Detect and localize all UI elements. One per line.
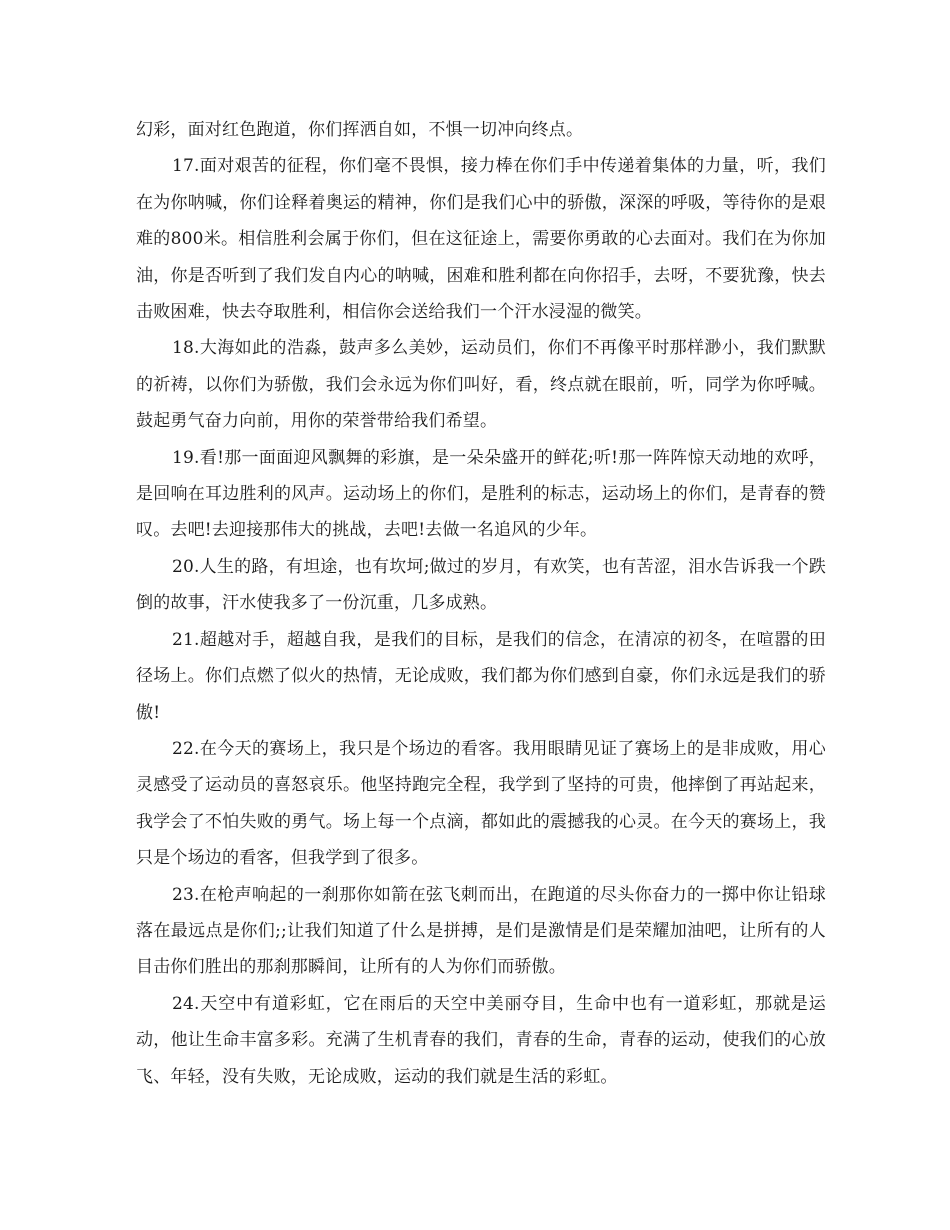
paragraph-20: 20.人生的路，有坦途，也有坎坷;做过的岁月，有欢笑，也有苦涩，泪水告诉我一个跌倒的故事，汗水使我多了一份沉重，几多成熟。 [136, 556, 826, 614]
paragraph-18: 18.大海如此的浩淼，鼓声多么美妙，运动员们，你们不再像平时那样渺小，我们默默的祈祷，以你们为骄傲，我们会永远为你们叫好，看，终点就在眼前，听，同学为你呼喊。鼓起勇气奋力向前，用你的荣誉带给我们希望。 [136, 338, 826, 432]
paragraph-22: 22.在今天的赛场上，我只是个场边的看客。我用眼睛见证了赛场上的是非成败，用心灵感受了运动员的喜怒哀乐。他坚持跑完全程，我学到了坚持的可贵，他摔倒了再站起来，我学会了不怕失败的勇气。场上每一个点滴，都如此的震撼我的心灵。在今天的赛场上，我只是个场边的看客，但我学到了很多。 [136, 738, 826, 869]
paragraph-21: 21.超越对手，超越自我，是我们的目标，是我们的信念，在清凉的初冬，在喧嚣的田径场上。你们点燃了似火的热情，无论成败，我们都为你们感到自豪，你们永远是我们的骄傲! [136, 629, 826, 723]
paragraph-19: 19.看!那一面面迎风飘舞的彩旗，是一朵朵盛开的鲜花;听!那一阵阵惊天动地的欢呼，是回响在耳边胜利的风声。运动场上的你们，是胜利的标志，运动场上的你们，是青春的赞叹。去吧!去迎接那伟大的挑战，去吧!去做一名追风的少年。 [136, 447, 826, 541]
paragraph-24: 24.天空中有道彩虹，它在雨后的天空中美丽夺目，生命中也有一道彩虹，那就是运动，他让生命丰富多彩。充满了生机青春的我们，青春的生命，青春的运动，使我们的心放飞、年轻，没有失败，无论成败，运动的我们就是生活的彩虹。 [136, 993, 826, 1087]
paragraph-23: 23.在枪声响起的一刹那你如箭在弦飞刺而出，在跑道的尽头你奋力的一掷中你让铅球落在最远点是你们;;让我们知道了什么是拼搏，是们是激情是们是荣耀加油吧，让所有的人目击你们胜出的那刹那瞬间，让所有的人为你们而骄傲。 [136, 884, 826, 978]
paragraph-16-continuation: 幻彩，面对红色跑道，你们挥洒自如，不惧一切冲向终点。 [136, 120, 584, 140]
document-page [136, 112, 826, 1095]
paragraph-17: 17.面对艰苦的征程，你们毫不畏惧，接力棒在你们手中传递着集体的力量，听，我们在为你呐喊，你们诠释着奥运的精神，你们是我们心中的骄傲，深深的呼吸，等待你的是艰难的800米。相信胜利会属于你们，但在这征途上，需要你勇敢的心去面对。我们在为你加油，你是否听到了我们发自内心的呐喊，困难和胜利都在向你招手，去呀，不要犹豫，快去击败困难，快去夺取胜利，相信你会送给我们一个汗水浸湿的微笑。 [136, 156, 826, 323]
